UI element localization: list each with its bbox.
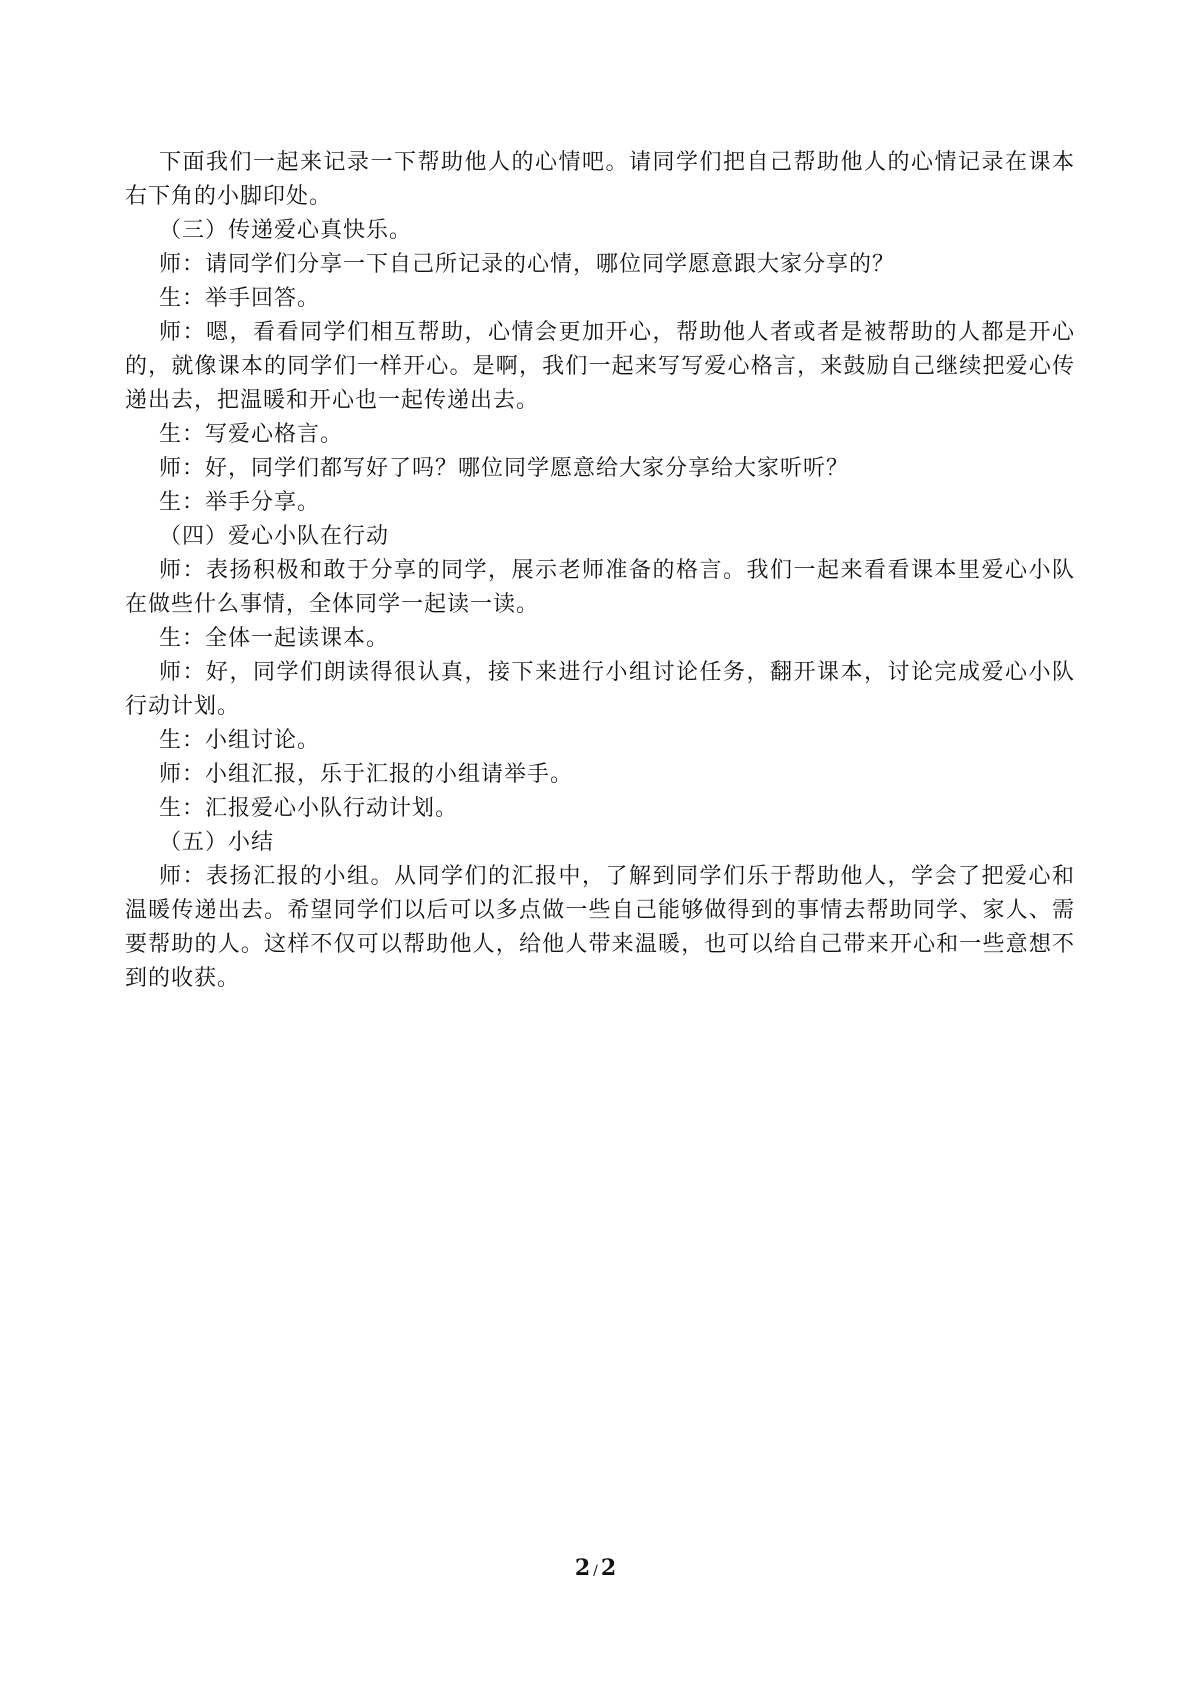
paragraph: 生：写爱心格言。 xyxy=(159,422,344,447)
paragraph: 师：表扬积极和敢于分享的同学，展示老师准备的格言。我们一起来看看课本里爱心小队在做些什么事情，全体同学一起读一读。 xyxy=(125,558,1075,617)
paragraph: 师：小组汇报，乐于汇报的小组请举手。 xyxy=(159,762,574,787)
paragraph: 师：好，同学们都写好了吗？哪位同学愿意给大家分享给大家听听？ xyxy=(159,456,850,481)
current-page-number: 2 xyxy=(574,1555,591,1581)
paragraph: 师：请同学们分享一下自己所记录的心情，哪位同学愿意跟大家分享的？ xyxy=(159,252,896,277)
section-heading: （四）爱心小队在行动 xyxy=(159,524,390,549)
paragraph: 生：举手回答。 xyxy=(159,286,321,311)
section-heading: （三）传递爱心真快乐。 xyxy=(159,218,413,243)
paragraph: 师：好，同学们朗读得很认真，接下来进行小组讨论任务，翻开课本，讨论完成爱心小队行动计划。 xyxy=(125,660,1075,719)
paragraph: 师：表扬汇报的小组。从同学们的汇报中，了解到同学们乐于帮助他人，学会了把爱心和温暖传递出去。希望同学们以后可以多点做一些自己能够做得到的事情去帮助同学、家人、需要帮助的人。这样不仅可以帮助他人，给他人带来温暖，也可以给自己带来开心和一些意想不到的收获。 xyxy=(125,864,1075,991)
document-body xyxy=(125,146,1075,996)
page-number xyxy=(0,1555,1191,1581)
total-page-count: 2 xyxy=(600,1555,617,1581)
paragraph: 生：全体一起读课本。 xyxy=(159,626,390,651)
paragraph: 生：举手分享。 xyxy=(159,490,321,515)
paragraph: 生：小组讨论。 xyxy=(159,728,321,753)
paragraph: 师：嗯，看看同学们相互帮助，心情会更加开心，帮助他人者或者是被帮助的人都是开心的，就像课本的同学们一样开心。是啊，我们一起来写写爱心格言，来鼓励自己继续把爱心传递出去，把温暖和开心也一起传递出去。 xyxy=(125,320,1075,413)
page-number-separator: / xyxy=(593,1563,598,1579)
paragraph: 生：汇报爱心小队行动计划。 xyxy=(159,796,459,821)
section-heading: （五）小结 xyxy=(159,830,275,855)
paragraph: 下面我们一起来记录一下帮助他人的心情吧。请同学们把自己帮助他人的心情记录在课本右下角的小脚印处。 xyxy=(125,150,1075,209)
